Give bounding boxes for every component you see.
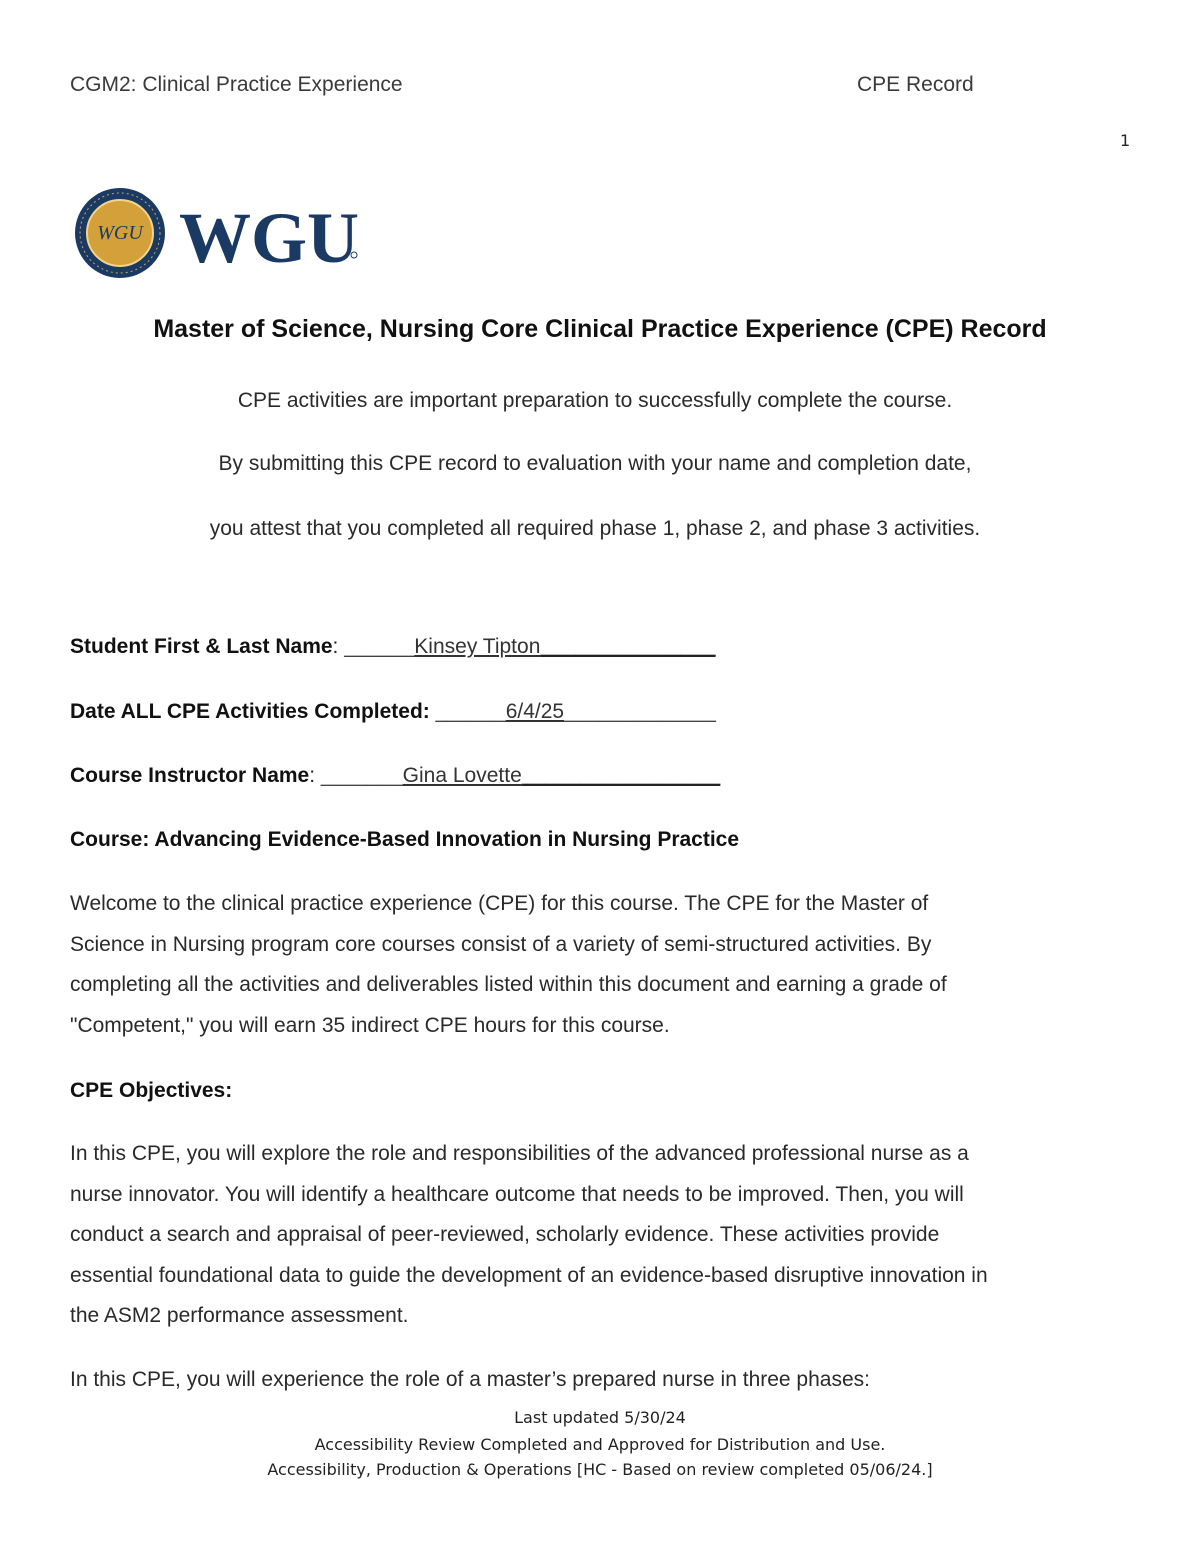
header-document-title: CPE Record — [857, 73, 974, 96]
footer-accessibility-production: Accessibility, Production & Operations [HC - Based on review completed 05/06/24.] — [267, 1460, 933, 1479]
instructor-name-trail-line: _________________ — [521, 764, 721, 787]
welcome-line: Welcome to the clinical practice experience (CPE) for this course. The CPE for the Master of — [70, 892, 929, 915]
objectives-paragraph — [70, 1134, 1120, 1337]
completion-date-label: Date ALL CPE Activities Completed: — [70, 700, 436, 723]
objectives-heading: CPE Objectives: — [70, 1079, 233, 1102]
student-name-label: Student First & Last Name — [70, 635, 333, 658]
intro-line-1: CPE activities are important preparation to successfully complete the course. — [237, 389, 953, 412]
objectives-line: essential foundational data to guide the development of an evidence-based disruptive innovation in — [70, 1263, 988, 1287]
intro-line-3: you attest that you completed all required phase 1, phase 2, and phase 3 activities. — [209, 517, 981, 540]
footer-accessibility-review: Accessibility Review Completed and Approved for Distribution and Use. — [314, 1435, 886, 1454]
completion-date-lead-line: ______ — [435, 700, 506, 723]
page-number: 1 — [1120, 131, 1131, 150]
objectives-line: In this CPE, you will explore the role and responsibilities of the advanced professional nurse as a — [70, 1142, 969, 1165]
welcome-line: Science in Nursing program core courses consist of a variety of semi-structured activities. By — [70, 932, 932, 956]
completion-date-value: 6/4/25 — [505, 700, 565, 723]
student-name-trail-line: _______________ — [540, 635, 716, 658]
student-name-value: Kinsey Tipton — [414, 635, 541, 658]
welcome-line: "Competent," you will earn 35 indirect CPE hours for this course. — [70, 1013, 670, 1037]
intro-line-2: By submitting this CPE record to evaluation with your name and completion date, — [218, 452, 972, 475]
instructor-name-separator: : — [309, 764, 321, 787]
header-course-title: CGM2: Clinical Practice Experience — [70, 73, 403, 96]
welcome-paragraph — [70, 884, 1120, 1046]
student-name-separator: : — [332, 635, 345, 658]
completion-date-trail-line: _____________ — [564, 700, 716, 723]
student-name-field — [70, 635, 716, 659]
footer-last-updated: Last updated 5/30/24 — [514, 1408, 686, 1427]
objectives-line: the ASM2 performance assessment. — [70, 1304, 409, 1327]
svg-text:WGU: WGU — [179, 198, 359, 278]
completion-date-field — [70, 700, 716, 724]
svg-text:WGU: WGU — [97, 222, 143, 244]
instructor-name-value: Gina Lovette — [402, 764, 522, 787]
course-heading: Course: Advancing Evidence-Based Innovation in Nursing Practice — [70, 828, 740, 851]
document-title: Master of Science, Nursing Core Clinical Practice Experience (CPE) Record — [153, 315, 1047, 343]
instructor-name-label: Course Instructor Name — [70, 764, 310, 787]
objectives-line: nurse innovator. You will identify a healthcare outcome that needs to be improved. Then, you will — [70, 1182, 964, 1206]
student-name-lead-line: ______ — [344, 635, 415, 658]
instructor-name-lead-line: _______ — [320, 764, 403, 787]
instructor-name-field — [70, 764, 720, 788]
objectives-line: conduct a search and appraisal of peer-reviewed, scholarly evidence. These activities provide — [70, 1223, 940, 1246]
wgu-logo — [75, 186, 365, 280]
welcome-line: completing all the activities and deliverables listed within this document and earning a grade of — [70, 973, 947, 996]
phases-intro-line: In this CPE, you will experience the role of a master’s prepared nurse in three phases: — [70, 1368, 870, 1391]
